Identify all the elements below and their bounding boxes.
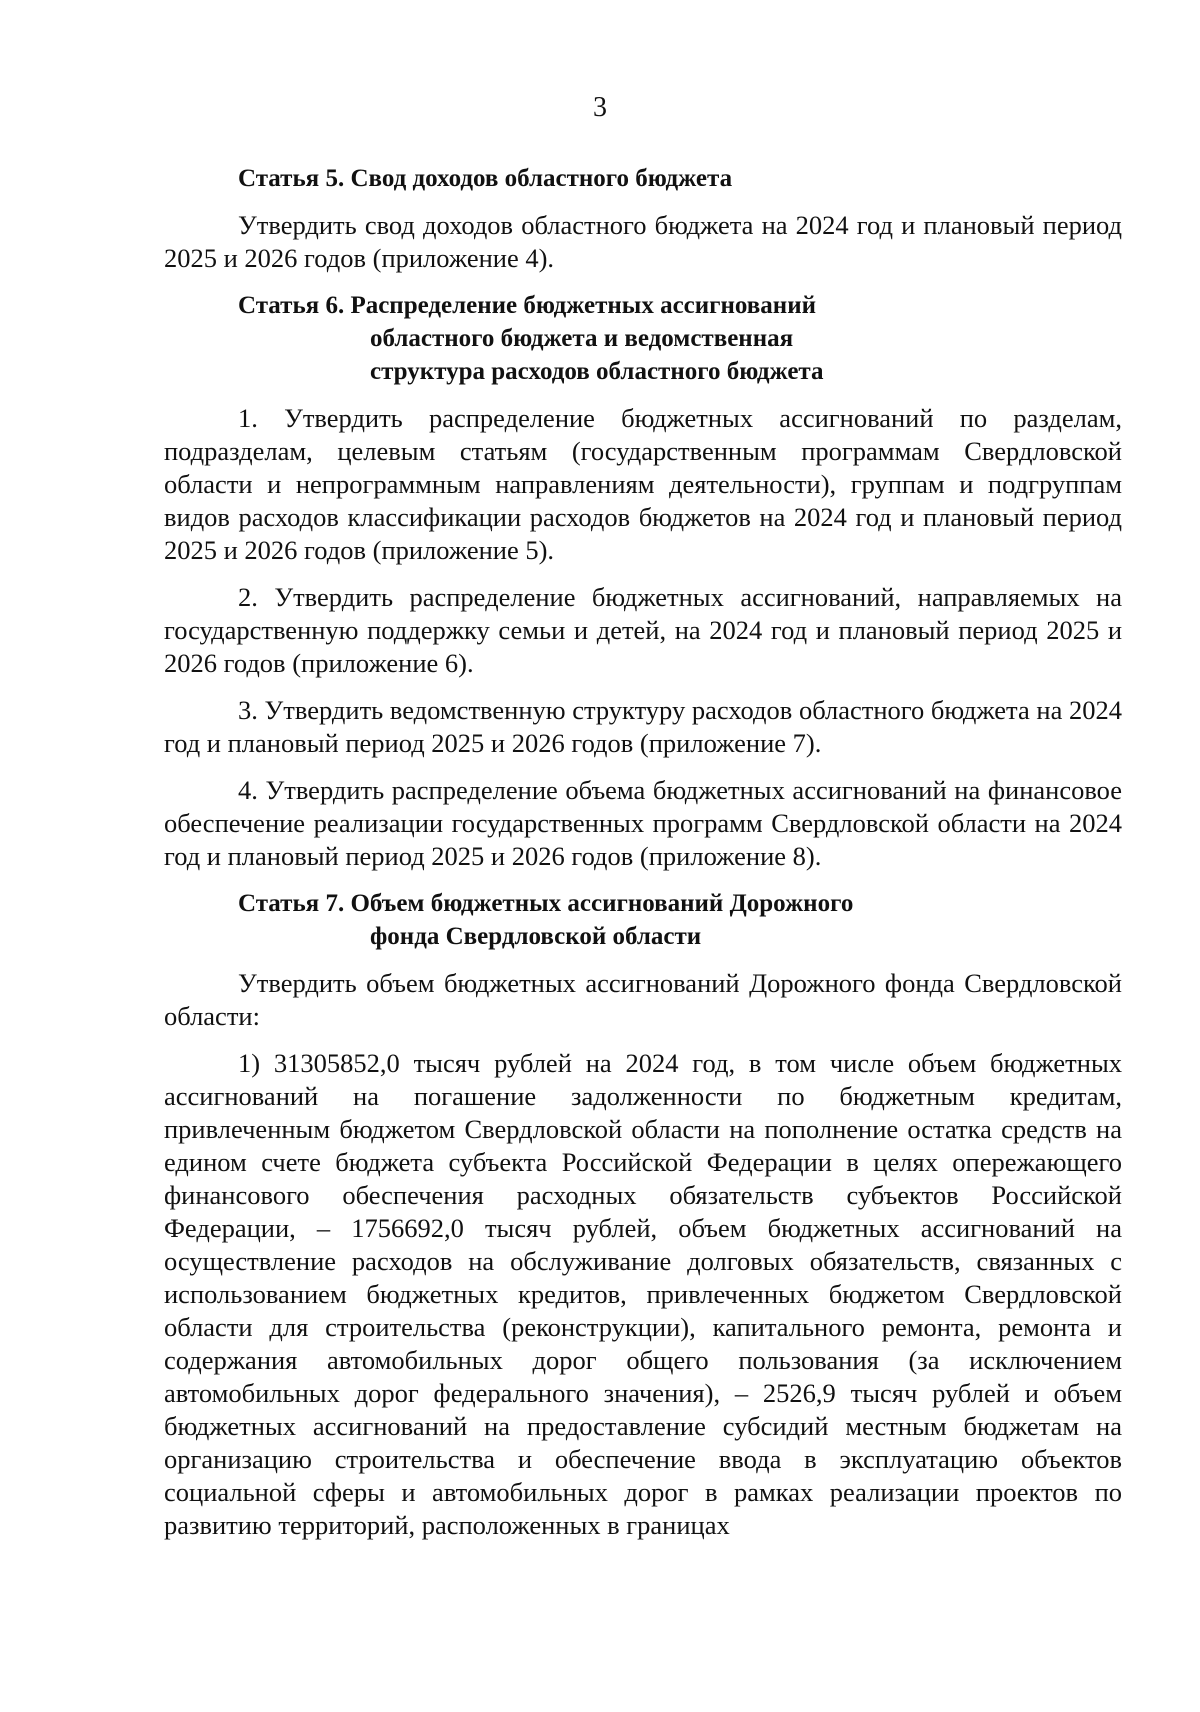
- article-7-paragraph-intro: Утвердить объем бюджетных ассигнований Дорожного фонда Свердловской области:: [164, 968, 1122, 1031]
- article-6-heading-line-3: структура расходов областного бюджета: [370, 358, 824, 385]
- article-6-paragraph-2: 2. Утвердить распределение бюджетных ассигнований, направляемых на государственную поддержку семьи и детей, на 2024 год и плановый период 2025 и 2026 годов (приложение 6).: [164, 582, 1122, 678]
- article-6-paragraph-1: 1. Утвердить распределение бюджетных ассигнований по разделам, подразделам, целевым статьям (государственным программам Свердловской области и непрограммным направлениям деятельности), группам и подгруппам видов расходов классификации расходов бюджетов на 2024 год и плановый период 2025 и 2026 годов (приложение 5).: [164, 403, 1122, 565]
- article-5-heading: Статья 5. Свод доходов областного бюджета: [238, 165, 733, 192]
- article-6-paragraph-3: 3. Утвердить ведомственную структуру расходов областного бюджета на 2024 год и плановый период 2025 и 2026 годов (приложение 7).: [164, 695, 1122, 758]
- article-6-heading-line-1: Статья 6. Распределение бюджетных ассигнований: [238, 292, 817, 319]
- page-content: [164, 162, 1122, 1542]
- page-number: 3: [593, 92, 607, 123]
- article-7-paragraph-item-1: 1) 31305852,0 тысяч рублей на 2024 год, в том числе объем бюджетных ассигнований на погашение задолженности по бюджетным кредитам, привлеченным бюджетом Свердловской области на пополнение остатка средств на едином счете бюджета субъекта Российской Федерации в целях опережающего финансового обеспечения расходных обязательств субъектов Российской Федерации, – 1756692,0 тысяч рублей, объем бюджетных ассигнований на осуществление расходов на обслуживание долговых обязательств, связанных с использованием бюджетных кредитов, привлеченных бюджетом Свердловской области для строительства (реконструкции), капитального ремонта, ремонта и содержания автомобильных дорог общего пользования (за исключением автомобильных дорог федерального значения), – 2526,9 тысяч рублей и объем бюджетных ассигнований на предоставление субсидий местным бюджетам на организацию строительства и обеспечение ввода в эксплуатацию объектов социальной сферы и автомобильных дорог в рамках реализации проектов по развитию территорий, расположенных в границах: [164, 1048, 1122, 1540]
- article-7-heading: [164, 887, 1122, 953]
- article-5-paragraph: Утвердить свод доходов областного бюджета на 2024 год и плановый период 2025 и 2026 годов (приложение 4).: [164, 210, 1122, 273]
- article-6-paragraph-4: 4. Утвердить распределение объема бюджетных ассигнований на финансовое обеспечение реализации государственных программ Свердловской области на 2024 год и плановый период 2025 и 2026 годов (приложение 8).: [164, 775, 1122, 871]
- article-7-heading-line-1: Статья 7. Объем бюджетных ассигнований Дорожного: [238, 890, 854, 917]
- article-7-heading-line-2: фонда Свердловской области: [370, 923, 702, 950]
- article-6-heading: [164, 289, 1122, 388]
- article-6-heading-line-2: областного бюджета и ведомственная: [370, 325, 794, 352]
